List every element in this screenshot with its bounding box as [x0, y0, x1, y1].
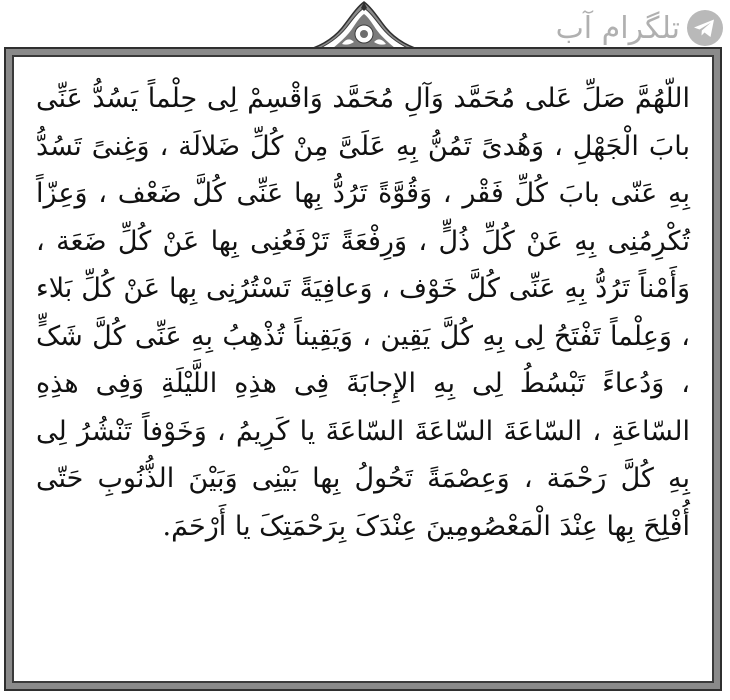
- prayer-text: اللّهُمَّ صَلِّ عَلی مُحَمَّد وَآلِ مُحَمَّد وَاقْسِمْ لِی حِلْماً یَسُدُّ عَنِّی بابَ الْجَهْلِ ، وَهُدیً تَمُنُّ بِهِ عَلَیَّ مِنْ کُلِّ ضَلالَة ، وَغِنیً تَسُدُّ بِهِ عَنّی بابَ کُلِّ فَقْر ، وَقُوَّةً تَرُدُّ بِها عَنِّی کُلَّ ضَعْف ، وَعِزّاً تُکْرِمُنِی بِهِ عَنْ کُلِّ ذُلٍّ ، وَرِفْعَةً تَرْفَعُنِی بِها عَنْ کُلِّ ضَعَة ، وَأَمْناً تَرُدُّ بِهِ عَنِّی کُلَّ خَوْف ، وَعافِیَةً تَسْتُرُنِی بِها عَنْ کُلِّ بَلاء ، وَعِلْماً تَفْتَحُ لِی بِهِ کُلَّ یَقِین ، وَیَقِیناً تُذْهِبُ بِهِ عَنِّی کُلَّ شَکٍّ ، وَدُعاءً تَبْسُطُ لِی بِهِ الإِجابَةَ فِی هذِهِ اللَّیْلَةِ وَفِی هذِهِ السّاعَةِ ، السّاعَةَ السّاعَةَ السّاعَةَ یا کَرِیمُ ، وَخَوْفاً تَنْشُرُ لِی بِهِ کُلَّ رَحْمَة ، وَعِصْمَةً تَحُولُ بِها بَیْنِی وَبَیْنَ الذُّنُوبِ حَتّی أُفْلِحَ بِها عِنْدَ الْمَعْصُومِینَ عِنْدَکَ بِرَحْمَتِکَ یا أَرْحَمَ.: [36, 83, 690, 542]
- watermark: [556, 6, 724, 50]
- text-frame: [4, 47, 722, 691]
- watermark-text: تلگرام آب: [555, 10, 680, 46]
- text-frame-inner: [12, 55, 714, 683]
- arabesque-crown-ornament: [298, 0, 430, 52]
- telegram-icon: [686, 9, 724, 47]
